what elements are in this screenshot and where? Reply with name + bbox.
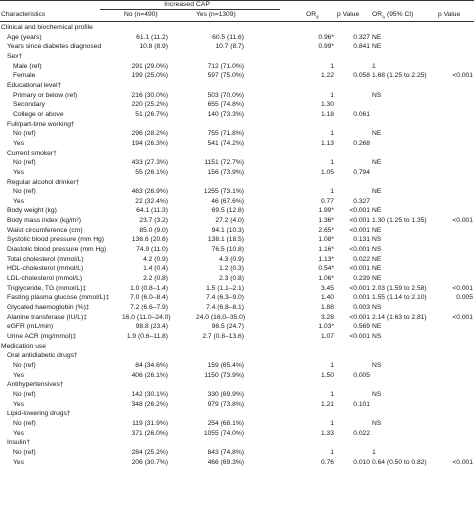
row-label: Oral antidiabetic drugs† [7, 352, 78, 360]
table-row [0, 71, 474, 81]
cell-or-d: 1.50 [320, 371, 334, 379]
row-label: Primary or below (ref) [13, 91, 78, 99]
header-or-d: $OR_d$ [306, 11, 319, 20]
cell-yes: 597 (75.0%) [207, 72, 244, 80]
cell-no: 7.0 (6.0–8.4) [130, 294, 168, 302]
cell-no: 7.2 (6.6–7.9) [130, 304, 168, 312]
cell-or-a: NE [372, 255, 382, 263]
row-label: Female [13, 72, 36, 80]
cell-no: 74.9 (11.0) [136, 246, 168, 254]
cell-yes: 1255 (73.1%) [203, 188, 244, 196]
table-row [0, 226, 474, 236]
cell-yes: 979 (73.8%) [207, 400, 244, 408]
cell-p-value-d: 0.131 [353, 236, 370, 244]
row-label: Secondary [13, 101, 45, 109]
table-row [0, 139, 474, 149]
row-label: Yes [13, 458, 24, 466]
cell-or-d: 1.08* [318, 236, 334, 244]
cell-or-d: 1.99* [318, 207, 334, 215]
cell-or-d: 1.40 [320, 294, 334, 302]
cell-no: 2.2 (0.8) [143, 275, 168, 283]
table-row [0, 371, 474, 381]
cell-or-d: 1.05 [320, 168, 334, 176]
table-row [0, 129, 474, 139]
cell-no: 463 (26.9%) [131, 188, 168, 196]
cell-p-value-d: 0.794 [353, 168, 370, 176]
row-label: Total cholesterol (mmol/L) [7, 255, 84, 263]
cell-or-d: 0.99* [318, 43, 334, 51]
cell-or-d: 0.96* [318, 33, 334, 41]
cell-no: 119 (31.9%) [132, 419, 168, 427]
cell-or-d: 1.33 [320, 429, 334, 437]
row-label: No (ref) [13, 448, 36, 456]
table-row [0, 91, 474, 101]
cell-or-d: 1.22 [320, 72, 334, 80]
cell-yes: 541 (74.2%) [207, 139, 244, 147]
table-row [0, 409, 474, 419]
table-row [0, 206, 474, 216]
cell-yes: 10.7 (8.7) [215, 43, 244, 51]
cell-or-d: 1 [330, 390, 334, 398]
cell-no: 216 (30.0%) [131, 91, 168, 99]
cell-or-d: 1.30 [320, 101, 334, 109]
cell-p-value-a: <0.001 [452, 217, 473, 225]
row-label: HDL-cholesterol (mmol/L) [7, 265, 84, 273]
row-label: No (ref) [13, 130, 36, 138]
cell-yes: 466 (69.3%) [207, 458, 244, 466]
cell-or-a: NS [372, 246, 382, 254]
cell-or-a: 1.30 (1.25 to 1.35) [372, 217, 427, 225]
cell-p-value-d: <0.001 [349, 313, 370, 321]
table-row [0, 303, 474, 313]
cell-yes: 7.4 (6.3–9.0) [206, 294, 244, 302]
table-row [0, 293, 474, 303]
row-label: No (ref) [13, 159, 36, 167]
cell-or-a: NE [372, 226, 382, 234]
cell-p-value-d: 0.101 [353, 400, 370, 408]
table-row [0, 400, 474, 410]
cell-p-value-d: <0.001 [349, 207, 370, 215]
table-row [0, 419, 474, 429]
cell-yes: 1.2 (0.3) [219, 265, 244, 273]
cell-yes: 4.3 (0.9) [219, 255, 244, 263]
table-row [0, 23, 474, 33]
cell-or-a: NE [372, 265, 382, 273]
cell-or-a: NS [372, 333, 382, 340]
cell-or-a: NS [372, 419, 382, 427]
cell-p-value-d: 0.022 [353, 255, 370, 263]
cell-or-d: 1 [330, 91, 334, 99]
row-label: Clinical and biochemical profile [1, 24, 93, 31]
cell-or-d: 1 [330, 361, 334, 369]
cell-or-d: 0.76 [320, 458, 334, 466]
cell-no: 136.6 (20.6) [131, 236, 168, 244]
row-label: Current smoker† [7, 149, 57, 157]
cell-p-value-d: <0.001 [349, 217, 370, 225]
table-row [0, 33, 474, 43]
cell-no: 206 (30.7%) [131, 458, 168, 466]
cell-p-value-a: <0.001 [452, 284, 473, 292]
cell-or-a: NE [372, 323, 382, 331]
row-label: Systolic blood pressure (mm Hg) [7, 236, 104, 244]
cell-no: 348 (26.2%) [131, 400, 168, 408]
cell-or-a: NS [372, 390, 382, 398]
cell-or-a: 1 [372, 448, 376, 456]
table-row [0, 264, 474, 274]
table-body [0, 23, 474, 467]
cell-p-value-d: 0.058 [353, 72, 370, 80]
cell-yes: 69.5 (12.8) [211, 207, 244, 215]
row-label: Alanine transferase (IU/L)‡ [7, 313, 87, 321]
row-label: Regular alcohol drinker† [7, 178, 80, 186]
row-label: Glycated haemoglobin (%)‡ [7, 304, 90, 312]
row-label: Yes [13, 371, 24, 379]
table-row [0, 120, 474, 130]
cell-or-a: 2.03 (1.59 to 2.58) [372, 284, 427, 292]
cell-or-d: 1 [330, 448, 334, 456]
row-label: No (ref) [13, 419, 36, 427]
table-row [0, 81, 474, 91]
row-label: Triglyceride, TG (mmol/L)‡ [7, 284, 87, 292]
cell-yes: 76.5 (10.8) [211, 246, 244, 254]
table-row [0, 361, 474, 371]
cell-or-a: NE [372, 43, 382, 51]
header-no: No (n=490) [124, 11, 158, 18]
cell-no: 1.9 (0.6–11.8) [126, 333, 168, 340]
group-header-increased-cap: Increased CAP [164, 1, 210, 8]
cell-p-value-d: 0.061 [353, 110, 370, 118]
row-label: eGFR (mL/min) [7, 323, 54, 331]
cell-or-a: NS [372, 361, 382, 369]
table-row [0, 235, 474, 245]
cell-p-value-a: <0.001 [452, 313, 473, 321]
cell-no: 10.8 (8.9) [139, 43, 168, 51]
row-label: Yes [13, 168, 24, 176]
cell-or-d: 1.06* [318, 275, 334, 283]
cell-or-a: NE [372, 159, 382, 167]
cell-or-d: 0.77 [320, 197, 334, 205]
table-row [0, 158, 474, 168]
row-label: Full/part-time working† [7, 120, 75, 128]
column-header-row [0, 10, 474, 20]
cell-yes: 94.1 (10.3) [211, 226, 244, 234]
table-row [0, 380, 474, 390]
row-label: Educational level† [7, 81, 62, 89]
row-label: Fasting plasma glucose (mmol/L)‡ [7, 294, 110, 302]
cell-no: 51 (26.7%) [135, 110, 168, 118]
row-label: No (ref) [13, 390, 36, 398]
cell-yes: 1151 (72.7%) [204, 159, 244, 167]
cell-no: 194 (26.3%) [131, 139, 168, 147]
table-row [0, 110, 474, 120]
row-label: Body mass index (kg/m²) [7, 217, 81, 225]
row-label: Diastolic blood pressure (mm Hg) [7, 246, 107, 254]
cell-or-a: 1.55 (1.14 to 2.10) [372, 294, 427, 302]
cell-p-value-d: 0.003 [353, 304, 370, 312]
table-row [0, 149, 474, 159]
cell-or-d: 1 [330, 159, 334, 167]
cell-no: 291 (29.0%) [131, 62, 168, 70]
cell-no: 22 (32.4%) [135, 197, 168, 205]
cell-or-d: 1 [330, 188, 334, 196]
table-row [0, 187, 474, 197]
cell-or-a: NE [372, 275, 382, 283]
table-row [0, 216, 474, 226]
cell-yes: 140 (73.3%) [207, 110, 244, 118]
header-or-a: $OR_A$ (95% CI) [372, 11, 414, 20]
row-label: Medication use [1, 342, 46, 350]
cell-yes: 655 (74.8%) [207, 101, 244, 109]
cell-no: 1.0 (0.8–1.4) [130, 284, 168, 292]
cell-p-value-a: 0.005 [456, 294, 473, 302]
table-row [0, 197, 474, 207]
cell-yes: 330 (69.9%) [207, 390, 244, 398]
table-row [0, 342, 474, 352]
cell-yes: 2.7 (0.8–13.6) [202, 333, 244, 340]
table-row [0, 458, 474, 468]
cell-yes: 843 (74.8%) [207, 448, 244, 456]
cell-p-value-d: 0.022 [353, 429, 370, 437]
cell-p-value-d: 0.327 [353, 33, 370, 41]
header-yes: Yes (n=1309) [196, 11, 236, 18]
cell-or-d: 1.13* [318, 255, 334, 263]
cell-or-a: 1.68 (1.25 to 2.25) [372, 72, 427, 80]
cell-p-value-d: 0.001 [353, 294, 370, 302]
row-label: Urine ACR (mg/mmol)‡ [7, 333, 77, 340]
cell-no: 296 (28.2%) [131, 130, 168, 138]
row-label: Antihypertensives† [7, 381, 64, 389]
cell-or-d: 3.28 [320, 313, 334, 321]
table-row [0, 274, 474, 284]
group-header-row [0, 0, 474, 9]
row-label: Yes [13, 400, 24, 408]
cell-no: 23.7 (3.2) [139, 217, 168, 225]
table-row [0, 332, 474, 342]
cell-p-value-d: 0.239 [353, 275, 370, 283]
cell-yes: 503 (70.0%) [207, 91, 244, 99]
table-row [0, 284, 474, 294]
table-row [0, 42, 474, 52]
cell-p-value-d: <0.001 [349, 265, 370, 273]
cell-p-value-d: 0.327 [353, 197, 370, 205]
table-row [0, 390, 474, 400]
table-row [0, 351, 474, 361]
table-row [0, 178, 474, 188]
cell-or-d: 1.18 [320, 110, 334, 118]
row-label: Yes [13, 429, 24, 437]
cell-yes: 156 (73.9%) [207, 168, 244, 176]
row-label: No (ref) [13, 188, 36, 196]
cell-no: 4.2 (0.9) [143, 255, 168, 263]
cell-p-value-d: <0.001 [349, 333, 370, 340]
cell-p-value-a: <0.001 [452, 72, 473, 80]
cell-or-d: 1.16* [318, 246, 334, 254]
row-label: Male (ref) [13, 62, 42, 70]
cell-p-value-d: 0.569 [353, 323, 370, 331]
cell-or-d: 1 [330, 419, 334, 427]
cell-p-value-d: <0.001 [349, 246, 370, 254]
cell-yes: 98.5 (24.7) [211, 323, 244, 331]
cell-or-a: 0.64 (0.50 to 0.82) [372, 458, 427, 466]
cell-p-value-d: <0.001 [349, 284, 370, 292]
cell-or-d: 1 [330, 130, 334, 138]
cell-or-a: NS [372, 304, 382, 312]
row-label: Age (years) [7, 33, 42, 41]
cell-or-d: 2.65* [318, 226, 334, 234]
cell-p-value-d: 0.268 [353, 139, 370, 147]
header-p-value-d: p Value [337, 11, 360, 18]
cell-p-value-a: <0.001 [452, 458, 473, 466]
row-label: Lipid-lowering drugs† [7, 410, 71, 418]
table-row [0, 448, 474, 458]
cell-or-d: 0.54* [318, 265, 334, 273]
header-rule [0, 21, 474, 22]
row-label: Yes [13, 197, 24, 205]
cell-yes: 755 (71.8%) [207, 130, 244, 138]
row-label: No (ref) [13, 361, 36, 369]
cell-no: 84 (34.6%) [135, 361, 168, 369]
cell-no: 1.4 (0.4) [143, 265, 168, 273]
cell-yes: 1055 (74.0%) [203, 429, 244, 437]
row-label: College or above [13, 110, 64, 118]
cell-yes: 712 (71.0%) [207, 62, 244, 70]
table-row [0, 322, 474, 332]
table-row [0, 313, 474, 323]
cell-or-a: 2.14 (1.63 to 2.81) [372, 313, 427, 321]
cell-yes: 254 (68.1%) [207, 419, 244, 427]
cell-or-a: NE [372, 33, 382, 41]
cell-no: 61.1 (11.2) [136, 33, 168, 41]
cell-no: 98.8 (23.4) [135, 323, 168, 331]
table-row [0, 438, 474, 448]
table-row [0, 100, 474, 110]
cell-or-a: NE [372, 130, 382, 138]
row-label: Yes [13, 139, 24, 147]
table-row [0, 245, 474, 255]
cell-or-d: 1 [330, 62, 334, 70]
cell-or-a: NS [372, 236, 382, 244]
cell-yes: 46 (67.6%) [211, 197, 244, 205]
cell-no: 220 (25.2%) [131, 101, 168, 109]
cell-or-a: NE [372, 207, 382, 215]
cell-yes: 60.5 (11.6) [212, 33, 244, 41]
cell-or-a: NS [372, 91, 382, 99]
cell-or-d: 3.45 [320, 284, 334, 292]
cell-yes: 7.4 (6.8–8.1) [206, 304, 244, 312]
cell-no: 142 (30.1%) [131, 390, 168, 398]
table-row [0, 168, 474, 178]
cell-no: 406 (26.1%) [131, 371, 168, 379]
cell-yes: 1150 (73.9%) [204, 371, 244, 379]
row-label: Waist circumference (cm) [7, 226, 83, 234]
cell-yes: 138.1 (18.5) [207, 236, 244, 244]
cell-yes: 24.0 (16.0–35.0) [196, 313, 246, 321]
cell-no: 16.0 (11.0–24.0) [122, 313, 171, 321]
cell-p-value-d: <0.001 [349, 226, 370, 234]
header-p-value-a: p Value [438, 11, 461, 18]
row-label: LDL-cholesterol (mmol/L) [7, 275, 83, 283]
header-characteristics: Characteristics [1, 11, 46, 18]
cell-no: 55 (26.1%) [135, 168, 168, 176]
row-label: Body weight (kg) [7, 207, 57, 215]
row-label: Sex† [7, 52, 23, 60]
cell-yes: 27.2 (4.0) [215, 217, 244, 225]
cell-or-d: 1.13 [320, 139, 334, 147]
cell-no: 433 (27.3%) [131, 159, 168, 167]
cell-or-d: 1.36* [318, 217, 334, 225]
row-label: Years since diabetes diagnosed [7, 43, 102, 51]
cell-p-value-d: 0.010 [353, 458, 370, 466]
cell-p-value-d: 0.841 [353, 43, 370, 51]
table-row [0, 255, 474, 265]
cell-no: 371 (26.0%) [131, 429, 168, 437]
cell-or-d: 1.21 [320, 400, 334, 408]
cell-p-value-d: 0.005 [353, 371, 370, 379]
table-row [0, 62, 474, 72]
table-row [0, 429, 474, 439]
cell-yes: 159 (65.4%) [207, 361, 244, 369]
row-label: Insulin† [7, 439, 31, 447]
cell-no: 64.1 (11.3) [136, 207, 168, 215]
cell-no: 199 (25.0%) [131, 72, 168, 80]
cell-no: 284 (25.2%) [131, 448, 168, 456]
cell-yes: 2.3 (0.8) [219, 275, 244, 283]
cell-or-d: 1.03* [318, 323, 334, 331]
cell-or-d: 1.07 [320, 333, 334, 340]
cell-or-a: NE [372, 188, 382, 196]
cell-no: 85.0 (9.0) [139, 226, 168, 234]
cell-yes: 1.5 (1.1–2.1) [206, 284, 244, 292]
table-row [0, 52, 474, 62]
cell-or-d: 1.88 [320, 304, 334, 312]
cell-or-a: 1 [372, 62, 376, 70]
